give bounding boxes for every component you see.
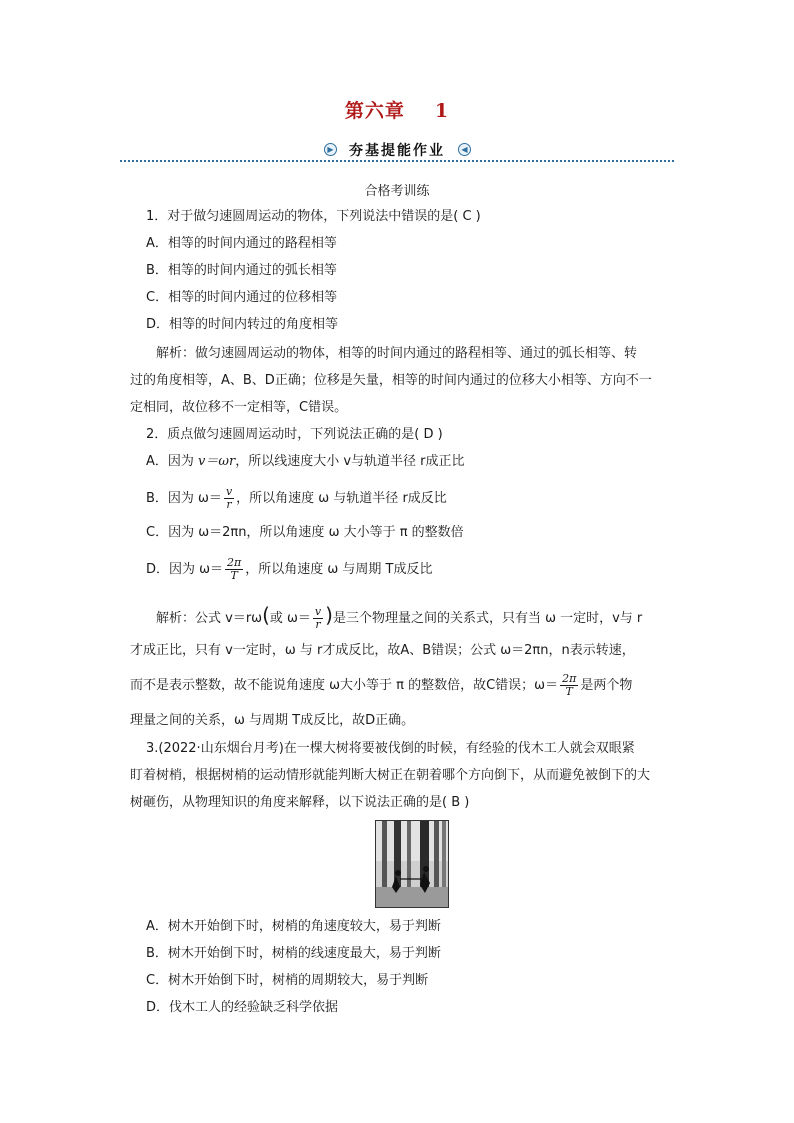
q2-option-b-fraction — [224, 486, 234, 511]
q2-analysis-line2: 才成正比，只有 v一定时，ω 与 r才成反比，故A、B错误；公式 ω＝2πn，n表示转速， — [130, 643, 635, 658]
dotted-divider — [120, 160, 674, 162]
section-title: 合格考训练 — [364, 184, 430, 199]
q2-option-a-prefix: A．因为 — [146, 454, 199, 469]
q2-stem: 2．质点做匀速圆周运动时，下列说法正确的是( D ) — [146, 427, 443, 442]
lumberjack-illustration — [376, 821, 448, 907]
q2-option-d — [146, 553, 433, 587]
section-number: 1 — [434, 100, 450, 122]
q2-option-d-text: ，所以角速度 ω 与周期 T成反比 — [245, 562, 433, 577]
q3-stem-line1: 3.(2022·山东烟台月考)在一棵大树将要被伐倒的时候，有经验的伐木工人就会双眼紧 — [146, 741, 635, 756]
q2-analysis3-prefix: 而不是表示整数，故不能说角速度 ω大小等于 π 的整数倍，故C错误；ω＝ — [130, 678, 559, 693]
q3-stem-line2: 盯着树梢，根据树梢的运动情形就能判断大树正在朝着哪个方向倒下，从而避免被倒下的大 — [130, 768, 651, 783]
play-left-icon: ◀ — [458, 143, 471, 156]
q1-analysis-line1: 解析：做匀速圆周运动的物体，相等的时间内通过的路程相等、通过的弧长相等、转 — [156, 346, 638, 361]
q2-option-a-formula: v＝ωr — [198, 454, 236, 469]
q2-analysis-text: 是三个物理量之间的关系式，只有当 ω 一定时，v与 r — [332, 611, 643, 626]
q2-option-d-fraction — [225, 557, 243, 582]
q2-option-b-prefix: B．因为 ω＝ — [146, 491, 222, 506]
fraction-denominator: r — [226, 498, 232, 511]
q2-analysis-prefix: 解析：公式 v＝rω — [156, 611, 263, 626]
q2-analysis-line1 — [156, 598, 642, 636]
lumberjack-photo — [375, 820, 449, 908]
paren-open: ( — [262, 603, 270, 627]
q1-option-d: D．相等的时间内转过的角度相等 — [146, 317, 339, 332]
fraction-denominator: T — [230, 569, 238, 582]
q3-option-a: A．树木开始倒下时，树梢的角速度较大，易于判断 — [146, 919, 441, 934]
fraction-numerator: v — [314, 605, 322, 618]
q2-option-b-text: ，所以角速度 ω 与轨道半径 r成反比 — [236, 491, 447, 506]
q1-stem: 1．对于做匀速圆周运动的物体，下列说法中错误的是( C ) — [146, 209, 481, 224]
q2-analysis-line4: 理量之间的关系，ω 与周期 T成反比，故D正确。 — [130, 713, 415, 728]
q2-analysis-fraction — [313, 606, 323, 631]
q2-analysis-line3 — [130, 669, 632, 703]
q2-analysis-paren-text: 或 ω＝ — [269, 611, 311, 626]
q2-option-c: C．因为 ω＝2πn，所以角速度 ω 大小等于 π 的整数倍 — [146, 525, 464, 540]
q3-option-c: C．树木开始倒下时，树梢的周期较大，易于判断 — [146, 973, 429, 988]
play-right-icon: ▶ — [324, 143, 337, 156]
q1-option-a: A．相等的时间内通过的路程相等 — [146, 236, 337, 251]
q2-option-a-text: ，所以线速度大小 v与轨道半径 r成正比 — [235, 454, 465, 469]
paren-close: ) — [325, 603, 333, 627]
q1-option-c: C．相等的时间内通过的位移相等 — [146, 290, 338, 305]
q1-option-b: B．相等的时间内通过的弧长相等 — [146, 263, 337, 278]
q3-option-b: B．树木开始倒下时，树梢的线速度最大，易于判断 — [146, 946, 441, 961]
q2-option-d-prefix: D．因为 ω＝ — [146, 562, 224, 577]
banner-label: 夯基提能作业 — [349, 143, 445, 159]
q3-stem-line3: 树砸伤，从物理知识的角度来解释，以下说法正确的是( B ) — [130, 795, 470, 810]
q1-analysis-line2: 过的角度相等，A、B、D正确；位移是矢量，相等的时间内通过的位移大小相等、方向不一 — [130, 373, 652, 388]
homework-banner — [120, 140, 674, 164]
q2-analysis3-fraction — [560, 673, 578, 698]
q1-analysis-line3: 定相同，故位移不一定相等，C错误。 — [130, 400, 348, 415]
q2-option-a — [146, 453, 465, 471]
fraction-denominator: r — [315, 618, 321, 631]
q2-option-b — [146, 482, 447, 516]
fraction-denominator: T — [565, 685, 573, 698]
chapter-title — [0, 96, 794, 123]
fraction-numerator: 2π — [227, 556, 242, 569]
chapter-label: 第六章 — [344, 100, 405, 122]
fraction-numerator: 2π — [562, 672, 577, 685]
q3-option-d: D．伐木工人的经验缺乏科学依据 — [146, 1000, 339, 1015]
fraction-numerator: v — [225, 485, 233, 498]
q2-analysis3-text: 是两个物 — [580, 678, 633, 693]
